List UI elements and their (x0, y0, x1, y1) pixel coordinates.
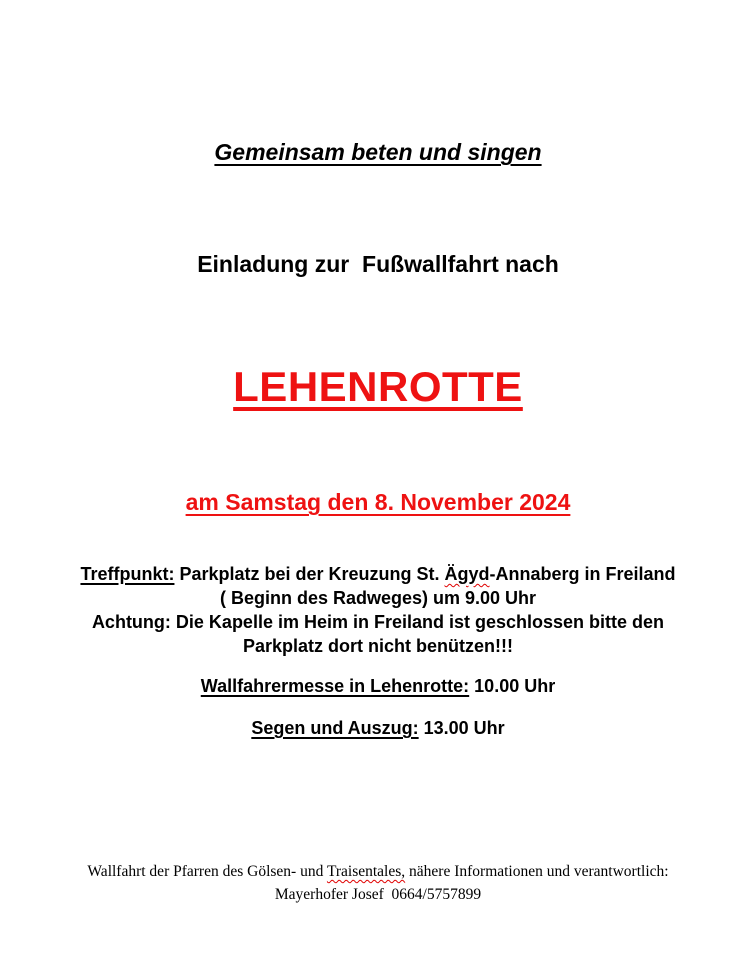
footer-block (68, 860, 688, 906)
meeting-point-misspelled-word: Ägyd (444, 564, 490, 584)
invitation-line: Einladung zur Fußwallfahrt nach (197, 251, 559, 277)
warning-line-1: Achtung: Die Kapelle im Heim in Freiland ist geschlossen bitte den (91, 612, 665, 632)
meeting-point-line (68, 562, 688, 586)
warning-line-2: Parkplatz dort nicht benützen!!! (243, 636, 513, 656)
date-text: am Samstag den 8. November 2024 (185, 489, 571, 515)
details-block (68, 562, 688, 658)
meeting-point-text-after: -Annaberg in Freiland (489, 564, 676, 584)
mass-label: Wallfahrermesse in Lehenrotte: (200, 676, 470, 696)
mass-time: 10.00 Uhr (469, 676, 556, 696)
footer-line-2: Mayerhofer Josef 0664/5757899 (274, 886, 482, 903)
footer-line-1 (68, 860, 688, 883)
destination-title (68, 362, 688, 412)
blessing-line (68, 716, 688, 740)
blessing-time: 13.00 Uhr (418, 718, 505, 738)
meeting-point-text-before: Parkplatz bei der Kreuzung St. (174, 564, 445, 584)
mass-line (68, 674, 688, 698)
footer-text-after: nähere Informationen und verantwortlich: (405, 863, 669, 880)
blessing-label: Segen und Auszug: (251, 718, 419, 738)
radweg-line: ( Beginn des Radweges) um 9.00 Uhr (219, 588, 537, 608)
destination-text: LEHENROTTE (233, 363, 523, 410)
motto-heading (68, 138, 688, 166)
meeting-point-label: Treffpunkt: (80, 564, 175, 584)
motto-text: Gemeinsam beten und singen (214, 139, 542, 165)
footer-text-before: Wallfahrt der Pfarren des Gölsen- und (87, 863, 327, 880)
date-line (68, 488, 688, 516)
footer-misspelled-word: Traisentales, (326, 863, 406, 880)
